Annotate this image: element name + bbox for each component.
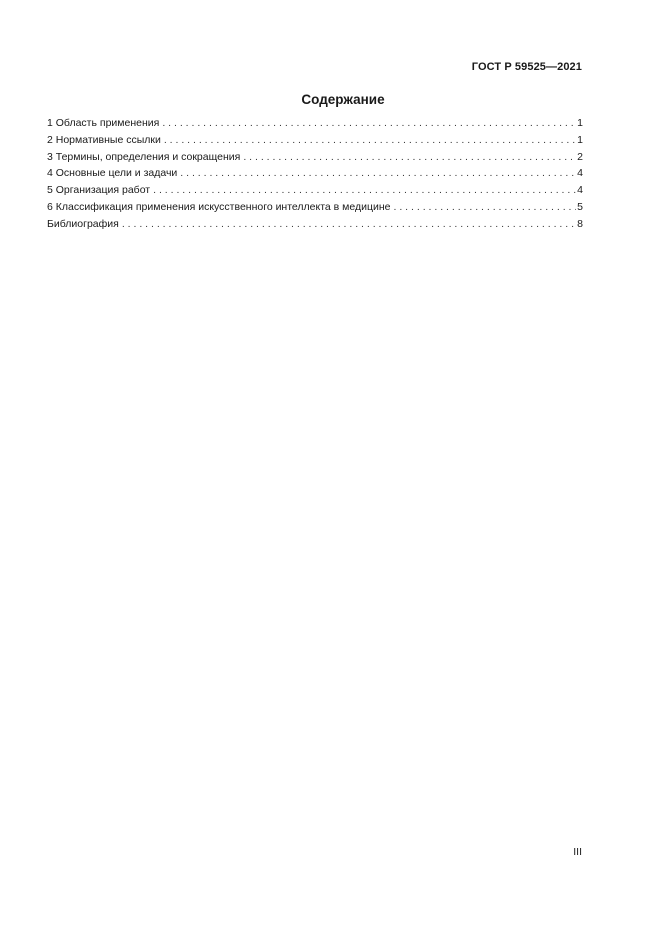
toc-entry-page: 4 bbox=[577, 167, 583, 180]
toc-entry[interactable] bbox=[47, 115, 583, 132]
toc-entry-label: 5 Организация работ bbox=[47, 184, 151, 197]
toc-title: Содержание bbox=[301, 92, 385, 107]
toc-entry-label: 6 Классификация применения искусственного интеллекта в медицине bbox=[47, 200, 391, 213]
toc-entry-label: 1 Область применения bbox=[47, 117, 160, 129]
toc-entry-label: 2 Нормативные ссылки bbox=[47, 133, 161, 146]
document-code: ГОСТ Р 59525—2021 bbox=[471, 61, 582, 73]
toc-dot-leader bbox=[122, 216, 576, 233]
table-of-contents bbox=[47, 115, 583, 233]
page-number: III bbox=[573, 846, 582, 858]
toc-entry-label: 3 Термины, определения и сокращения bbox=[47, 150, 241, 163]
toc-entry[interactable] bbox=[47, 199, 583, 216]
toc-entry-page: 1 bbox=[577, 117, 583, 129]
toc-dot-leader bbox=[394, 199, 577, 216]
toc-dot-leader bbox=[162, 115, 576, 132]
toc-entry[interactable] bbox=[47, 132, 583, 149]
toc-entry[interactable] bbox=[47, 149, 583, 166]
toc-entry-page: 4 bbox=[577, 184, 583, 197]
toc-dot-leader bbox=[153, 182, 576, 199]
toc-dot-leader bbox=[164, 132, 576, 149]
toc-entry-page: 5 bbox=[577, 200, 583, 213]
toc-entry[interactable] bbox=[47, 182, 583, 199]
toc-entry-page: 2 bbox=[577, 150, 583, 163]
toc-entry-label: 4 Основные цели и задачи bbox=[47, 167, 178, 180]
toc-entry-page: 1 bbox=[577, 133, 583, 146]
toc-entry[interactable] bbox=[47, 216, 583, 233]
toc-entry-page: 8 bbox=[577, 217, 583, 230]
toc-dot-leader bbox=[180, 165, 576, 182]
toc-dot-leader bbox=[243, 149, 576, 166]
toc-entry[interactable] bbox=[47, 165, 583, 182]
toc-entry-label: Библиография bbox=[47, 217, 119, 230]
